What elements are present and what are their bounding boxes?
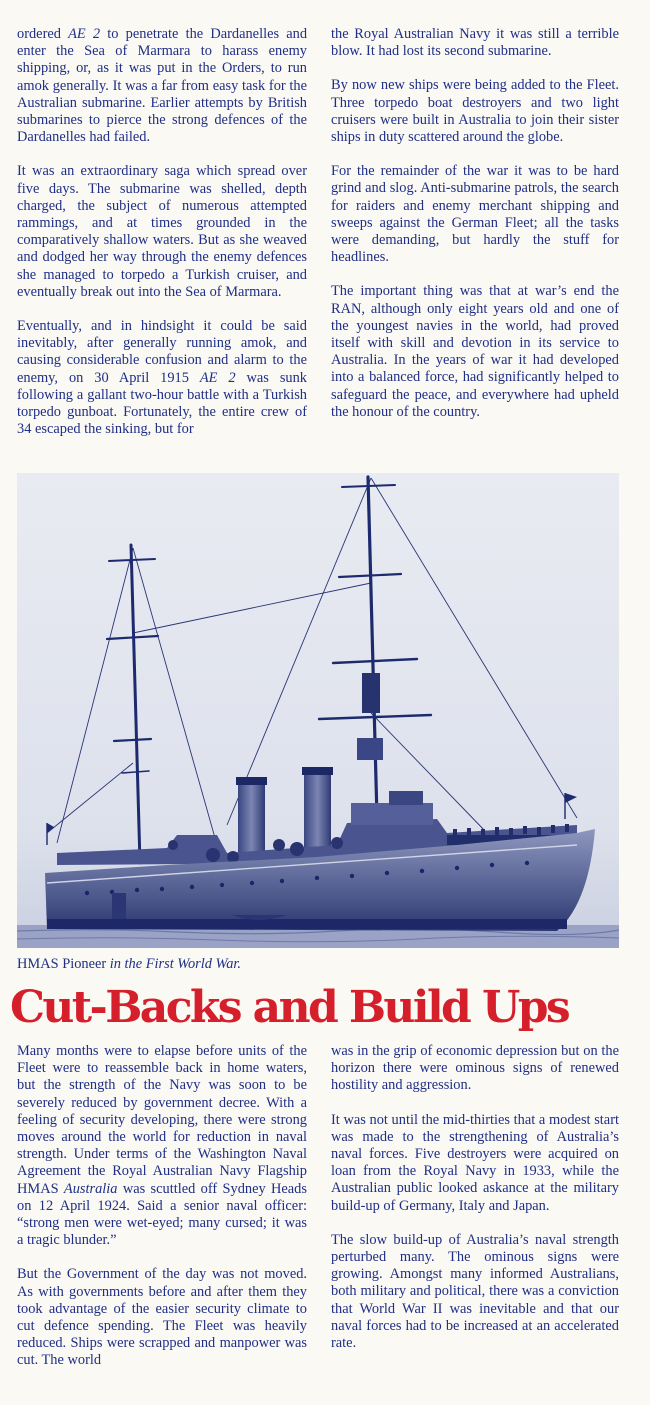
caption-prefix: HMAS [17,956,59,972]
ship-photo [17,473,619,948]
text-run: was in the grip of economic depression but on the horizon there were ominous signs of renewed hostility and aggression. [331,1043,619,1094]
text-run: It was not until the mid-thirties that a modest start was made to the strengthening of Australia’s naval forces. Five destroyers were acquired on loan from the Royal Navy in 1933, while the Australian public looked askance at the military build-up of Germany, Italy and Japan. [331,1111,619,1214]
top-left-column [17,26,307,438]
paragraph [331,26,619,60]
italic-text: AE 2 [199,369,236,386]
paragraph [17,26,307,146]
paragraph [331,1043,619,1095]
paragraph [17,163,307,301]
text-run: For the remainder of the war it was to be hard grind and slog. Anti-submarine patrols, the search for raiders and enemy merchant shipping and sweeps against the German Fleet; all the tasks were demanding, but hardly the stuff for headlines. [331,163,619,266]
paragraph [331,1232,619,1352]
text-run: It was an extraordinary saga which spread over five days. The submarine was shelled, depth charged, the subject of numerous attempted rammings, and at times grounded in the comparatively shallow waters. But as she weaved and dodged her way through the enemy defences she managed to torpedo a Turkish cruiser, and eventually break out into the Sea of Marmara. [17,163,307,300]
text-run: But the Government of the day was not moved. As with governments before and after them they took advantage of the easier security climate to cut defence spending. The Fleet was heavily reduced. Ships were scrapped and manpower was cut. The world [17,1266,307,1369]
italic-text: AE 2 [68,26,101,42]
top-right-column [331,26,619,421]
bottom-right-column [331,1043,619,1352]
caption-ship-name: Pioneer [58,956,107,972]
hmas-pioneer-photo [17,473,619,948]
paragraph [17,318,307,438]
text-run: to penetrate the Dardanelles and enter the Sea of Marmara to harass enemy shipping, or, as it was put in the Orders, to run amok generally. It was a far from easy task for the Australian submarine. Earlier attempts by British submarines to pierce the strong defences of the Dardanelles had failed. [17,26,308,146]
italic-text: Australia [63,1180,118,1197]
paragraph [331,77,619,146]
section-headline: Cut-Backs and Build Ups [10,982,569,1033]
text-run: By now new ships were being added to the Fleet. Three torpedo boat destroyers and two light cruisers were built in Australia to join their sister ships in duty scattered around the globe. [331,77,619,146]
paragraph [331,283,619,421]
text-run: ordered [17,26,69,42]
paragraph [331,1112,619,1215]
paragraph [17,1043,307,1249]
text-run: the Royal Australian Navy it was still a terrible blow. It had lost its second submarine. [331,26,619,60]
paragraph [17,1266,307,1369]
bottom-left-column [17,1043,307,1370]
paragraph [331,163,619,266]
text-run: The important thing was that at war’s end the RAN, although only eight years old and one of the youngest navies in the world, had proved itself with skill and devotion in its service to Australia. In the years of war it had developed into a balanced force, had significantly helped to safeguard the peace, and everywhere had upheld the honour of the country. [331,283,619,420]
caption-rest: in the First World War. [106,956,242,972]
text-run: was sunk following a gallant two-hour battle with a Turkish torpedo gunboat. Fortunately, the entire crew of 34 escaped the sinking, but for [17,369,307,438]
text-run: was scuttled off Sydney Heads on 12 April 1924. Said a senior naval officer: “strong men were wet-eyed; many cursed; it was a tragic blunder.” [17,1180,307,1249]
text-run: The slow build-up of Australia’s naval strength perturbed many. The ominous signs were growing. Amongst many informed Australians, both military and political, there was a conviction that World War II was inevitable and that our naval forces had to be increased at an accelerated rate. [331,1231,619,1352]
photo-caption [17,956,619,973]
text-run: Eventually, and in hindsight it could be said inevitably, after generally running amok, and causing considerable confusion and alarm to the enemy, on 30 April 1915 [17,318,307,386]
text-run: Many months were to elapse before units of the Fleet were to reassemble back in home waters, but the strength of the Navy was soon to be severely reduced by government decree. With a feeling of security developing, there were strong moves around the world for reduction in naval strength. Under terms of the Washington Naval Agreement the Royal Australian Navy Flagship HMAS [17,1043,307,1197]
